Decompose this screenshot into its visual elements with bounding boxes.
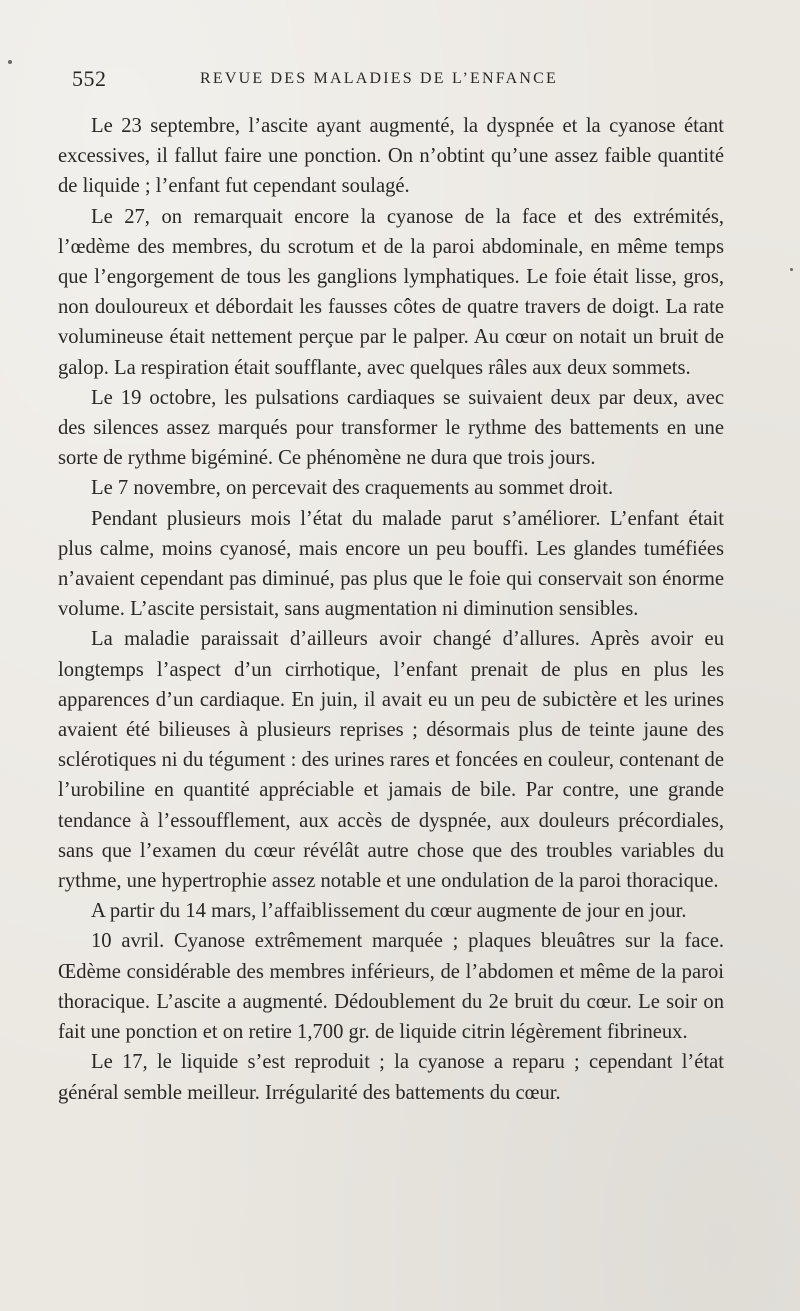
running-header (72, 66, 632, 96)
paragraph: Le 19 octobre, les pulsations cardiaques se suivaient deux par deux, avec des silences assez marqués pour transformer le rythme des battements en une sorte de rythme bigéminé. Ce phénomène ne dura que trois jours. (58, 386, 724, 470)
paragraph: 10 avril. Cyanose extrêmement marquée ; plaques bleuâtres sur la face. Œdème considérable des membres inférieurs, de l’abdomen et même de la paroi thoracique. L’ascite a augmenté. Dédoublement du 2e bruit du cœur. Le soir on fait une ponction et on retire 1,700 gr. de liquide citrin légèrement fibrineux. (58, 930, 724, 1044)
paragraph: Le 7 novembre, on percevait des craquements au sommet droit. (91, 477, 614, 500)
paragraph: Pendant plusieurs mois l’état du malade parut s’améliorer. L’enfant était plus calme, moins cyanosé, mais encore un peu bouffi. Les glandes tuméfiées n’avaient cependant pas diminué, pas plus que le foie qui conservait son énorme volume. L’ascite persistait, sans augmentation ni diminution sensibles. (58, 507, 724, 621)
page-number: 552 (72, 66, 107, 91)
paragraph: Le 23 septembre, l’ascite ayant augmenté, la dyspnée et la cyanose étant excessives, il fallut faire une ponction. On n’obtint qu’une assez faible quantité de liquide ; l’enfant fut cependant soulagé. (58, 115, 724, 198)
margin-speck (790, 268, 793, 271)
running-title: REVUE DES MALADIES DE L’ENFANCE (200, 70, 558, 87)
body-text (58, 111, 724, 1108)
paragraph: La maladie paraissait d’ailleurs avoir changé d’allures. Après avoir eu longtemps l’aspect d’un cirrhotique, l’enfant prenait de plus en plus les apparences d’un cardiaque. En juin, il avait eu un peu de subictère et les urines avaient été bilieuses à plusieurs reprises ; désormais plus de teinte jaune des sclérotiques ni du tégument : des urines rares et foncées en couleur, contenant de l’urobiline en quantité appréciable et jamais de bile. Par contre, une grande tendance à l’essoufflement, aux accès de dyspnée, aux douleurs précordiales, sans que l’examen du cœur révélât autre chose que des troubles variables du rythme, une hypertrophie assez notable et une ondulation de la paroi thoracique. (58, 628, 724, 893)
margin-speck (8, 60, 12, 64)
paragraph: Le 17, le liquide s’est reproduit ; la cyanose a reparu ; cependant l’état général semble meilleur. Irrégularité des battements du cœur. (58, 1051, 724, 1104)
paragraph: Le 27, on remarquait encore la cyanose de la face et des extrémités, l’œdème des membres, du scrotum et de la paroi abdominale, en même temps que l’engorgement de tous les ganglions lymphatiques. Le foie était lisse, gros, non douloureux et débordait les fausses côtes de quatre travers de doigt. La rate volumineuse était nettement perçue par le palper. Au cœur on notait un bruit de galop. La respiration était soufflante, avec quelques râles aux deux sommets. (58, 205, 724, 379)
paragraph: A partir du 14 mars, l’affaiblissement du cœur augmente de jour en jour. (91, 900, 687, 923)
